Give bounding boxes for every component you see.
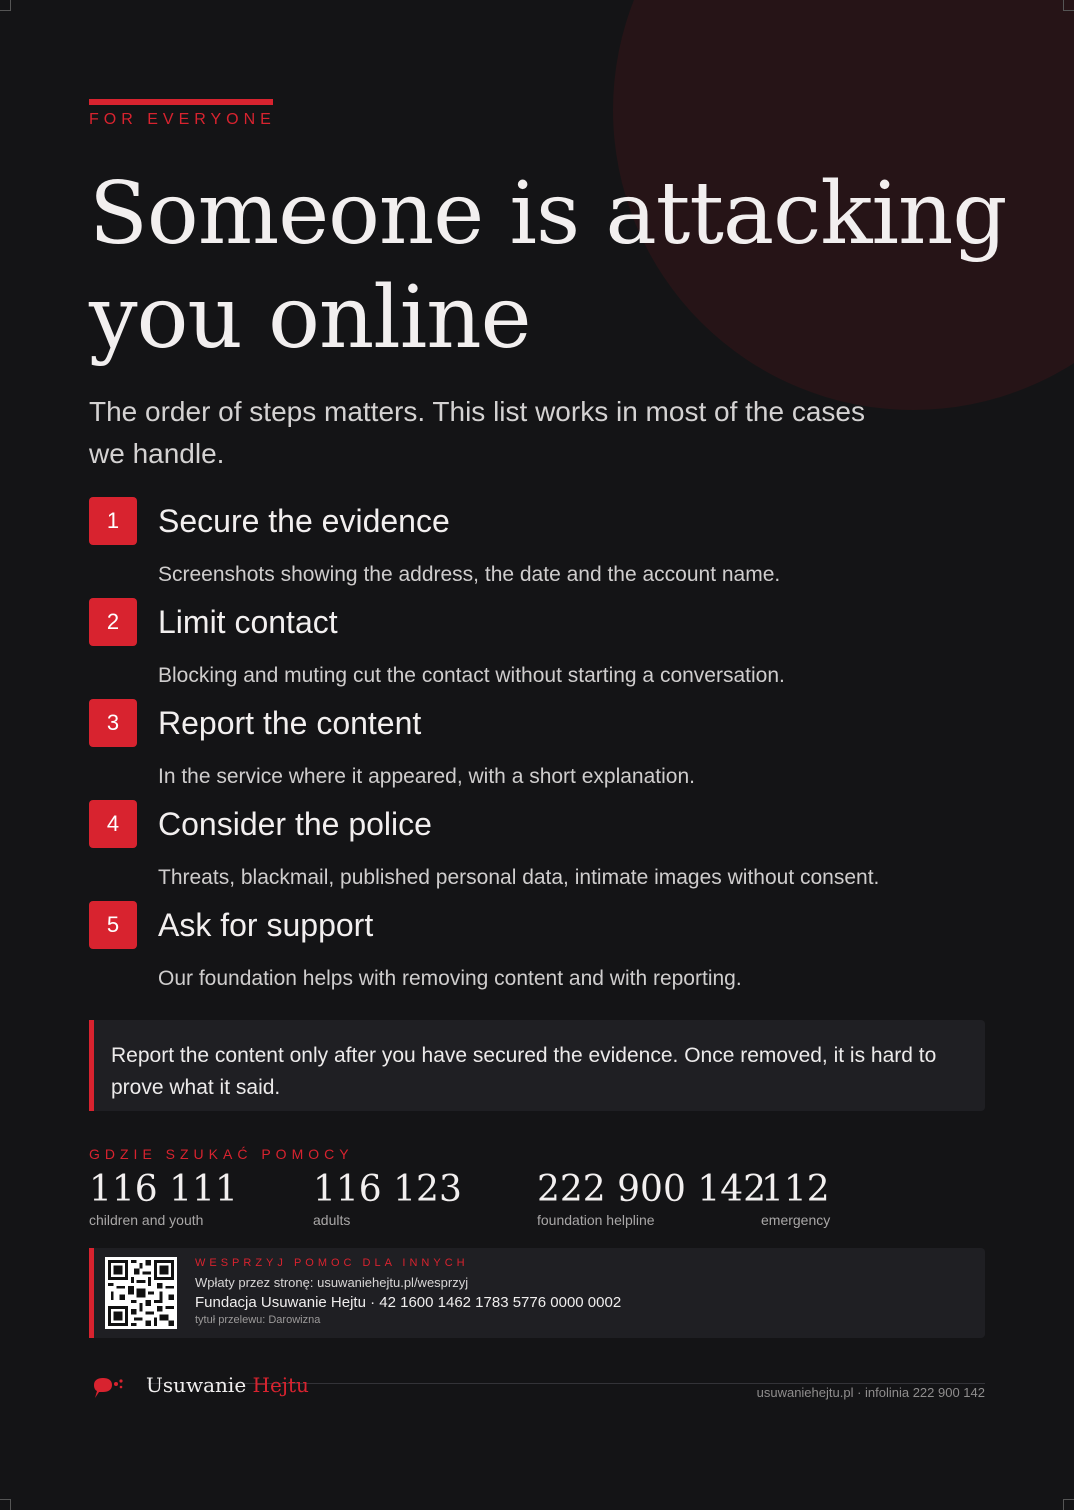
step-item (89, 800, 985, 901)
helpline-item (761, 1168, 830, 1228)
helpline-label: foundation helpline (537, 1212, 655, 1228)
logo-word-accent: Hejtu (252, 1373, 309, 1397)
speech-bubble-logo-icon (92, 1375, 126, 1405)
donation-label: WESPRZYJ POMOC DLA INNYCH (195, 1257, 469, 1269)
footer-contact-info: usuwaniehejtu.pl · infolinia 222 900 142 (756, 1385, 985, 1400)
helpline-label: children and youth (89, 1212, 204, 1228)
kicker-bar (89, 99, 273, 105)
donation-panel (89, 1248, 985, 1338)
help-section-label: GDZIE SZUKAĆ POMOCY (89, 1146, 354, 1162)
qr-code-icon[interactable] (105, 1257, 177, 1329)
crop-mark-top-right (1063, 0, 1074, 11)
step-number-badge: 4 (89, 800, 137, 848)
step-number-badge: 5 (89, 901, 137, 949)
step-description: Our foundation helps with removing content and with reporting. (158, 967, 742, 990)
crop-mark-top-left (0, 0, 11, 11)
helpline-item (537, 1168, 766, 1228)
step-title: Limit contact (158, 604, 338, 640)
warning-note-text: Report the content only after you have secured the evidence. Once removed, it is hard to prove what it said. (111, 1044, 937, 1099)
crop-mark-bottom-left (0, 1499, 11, 1510)
step-number-badge: 2 (89, 598, 137, 646)
logo-word-primary: Usuwanie (146, 1373, 247, 1397)
helpline-label: emergency (761, 1212, 831, 1228)
step-description: Screenshots showing the address, the date and the account name. (158, 563, 781, 586)
step-item (89, 699, 985, 800)
helpline-item (89, 1168, 238, 1228)
helpline-numbers (89, 1168, 985, 1228)
helpline-number: 116 123 (313, 1169, 462, 1210)
warning-note (89, 1020, 985, 1111)
donation-url-text: Wpłaty przez stronę: usuwaniehejtu.pl/wesprzyj (195, 1275, 469, 1290)
step-item (89, 497, 985, 598)
steps-list (89, 497, 985, 1002)
helpline-number: 116 111 (89, 1169, 238, 1210)
step-title: Ask for support (158, 907, 374, 943)
helpline-number: 222 900 142 (537, 1169, 767, 1210)
step-title: Consider the police (158, 806, 432, 842)
step-number-badge: 3 (89, 699, 137, 747)
step-title: Secure the evidence (158, 503, 450, 539)
step-description: Blocking and muting cut the contact without starting a conversation. (158, 664, 785, 687)
donation-title-text: tytuł przelewu: Darowizna (195, 1314, 321, 1326)
step-description: Threats, blackmail, published personal data, intimate images without consent. (158, 866, 880, 889)
step-description: In the service where it appeared, with a short explanation. (158, 765, 695, 788)
kicker-label: FOR EVERYONE (89, 111, 276, 128)
helpline-item (313, 1168, 462, 1228)
step-item (89, 598, 985, 699)
step-title: Report the content (158, 705, 422, 741)
page-title: Someone is attacking you online (89, 164, 1007, 368)
crop-mark-bottom-right (1063, 1499, 1074, 1510)
donation-account-text: Fundacja Usuwanie Hejtu · 42 1600 1462 1783 5776 0000 0002 (195, 1294, 622, 1311)
step-number-badge: 1 (89, 497, 137, 545)
helpline-label: adults (313, 1212, 351, 1228)
step-item (89, 901, 985, 1002)
logo-wordmark (146, 1373, 309, 1397)
intro-text: The order of steps matters. This list works in most of the cases we handle. (89, 396, 865, 469)
helpline-number: 112 (761, 1169, 830, 1210)
